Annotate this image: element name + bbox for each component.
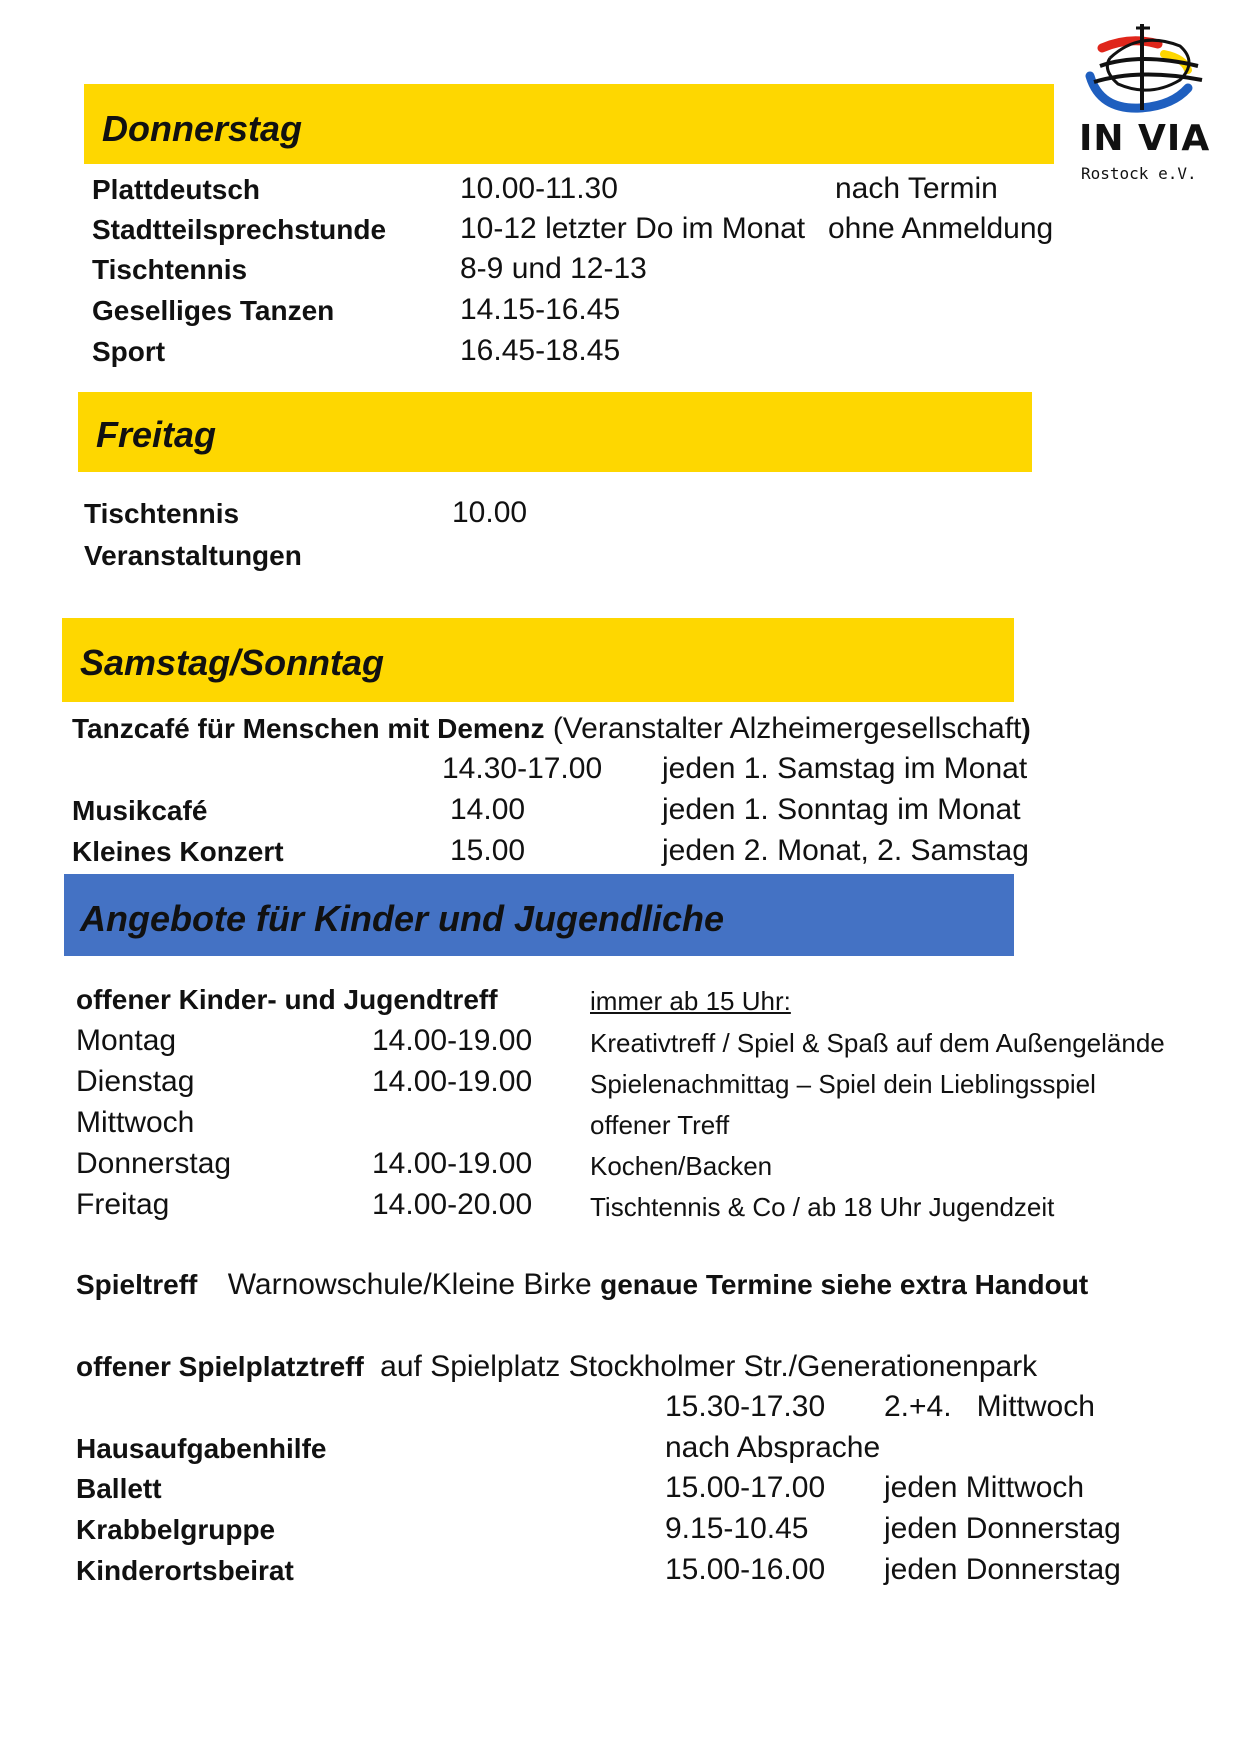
spieltreff-line [76, 1268, 1088, 1302]
row-name: Hausaufgabenhilfe [76, 1433, 327, 1464]
row-time: 8-9 und 12-13 [460, 252, 647, 285]
row-time: 14.00 [450, 793, 526, 826]
day-activity: Spielenachmittag – Spiel dein Lieblingsspiel [590, 1069, 1096, 1099]
row-time: 15.00-17.00 [665, 1471, 826, 1504]
row-name: Plattdeutsch [92, 174, 261, 205]
row-name: Sport [92, 336, 166, 367]
row-time: nach Absprache [665, 1431, 881, 1464]
row-name: Tischtennis [92, 254, 248, 285]
wochenende-title: Samstag/Sonntag [80, 642, 385, 683]
row-note: jeden Mittwoch [884, 1471, 1085, 1504]
row-name: Ballett [76, 1473, 162, 1504]
row-note: jeden Donnerstag [884, 1512, 1121, 1545]
row-name: Stadtteilsprechstunde [92, 214, 387, 245]
day-activity: Kreativtreff / Spiel & Spaß auf dem Außengelände [590, 1028, 1165, 1058]
row-note: ohne Anmeldung [828, 212, 1054, 245]
logo-subtitle: Rostock e.V. [1081, 164, 1197, 183]
row-time: 15.00-16.00 [665, 1553, 826, 1586]
day-time: 14.00-20.00 [372, 1188, 533, 1221]
spieltreff-note: genaue Termine siehe extra Handout [600, 1269, 1089, 1300]
tanzcafe-paren-close: ) [1021, 713, 1031, 744]
day-label: Mittwoch [76, 1106, 195, 1139]
day-label: Freitag [76, 1188, 170, 1221]
invia-logo [1075, 18, 1215, 188]
day-activity: Tischtennis & Co / ab 18 Uhr Jugendzeit [590, 1192, 1055, 1222]
treff-heading: offener Kinder- und Jugendtreff [76, 984, 498, 1015]
freitag-band [78, 392, 1032, 472]
row-time: 10.00 [452, 496, 528, 529]
tanzcafe-line [72, 712, 1031, 746]
tanzcafe-organizer: (Veranstalter Alzheimergesellschaft [544, 712, 1022, 745]
day-label: Dienstag [76, 1065, 195, 1098]
row-note: nach Termin [835, 172, 998, 205]
row-note: jeden Donnerstag [884, 1553, 1121, 1586]
row-time: 14.15-16.45 [460, 293, 621, 326]
day-label: Montag [76, 1024, 177, 1057]
day-label: Donnerstag [76, 1147, 232, 1180]
tanzcafe-label: Tanzcafé für Menschen mit Demenz [72, 713, 545, 744]
invia-emblem-icon [1080, 18, 1210, 113]
spielplatz-time: 15.30-17.30 [665, 1390, 826, 1423]
spielplatz-place: auf Spielplatz Stockholmer Str./Generationenpark [380, 1350, 1038, 1383]
row-name: Kinderortsbeirat [76, 1555, 294, 1586]
donnerstag-title: Donnerstag [102, 108, 303, 149]
spieltreff-place: Warnowschule/Kleine Birke [227, 1268, 592, 1301]
row-name: Veranstaltungen [84, 540, 302, 571]
tanzcafe-time: 14.30-17.00 [442, 752, 603, 785]
logo-name: IN VIA [1079, 118, 1211, 159]
day-activity: offener Treff [590, 1110, 730, 1140]
row-time: 16.45-18.45 [460, 334, 621, 367]
day-time: 14.00-19.00 [372, 1024, 533, 1057]
row-name: Tischtennis [84, 498, 240, 529]
row-time: 15.00 [450, 834, 526, 867]
row-name: Geselliges Tanzen [92, 295, 335, 326]
row-time: 9.15-10.45 [665, 1512, 809, 1545]
row-name: Krabbelgruppe [76, 1514, 276, 1545]
row-note: jeden 2. Monat, 2. Samstag [662, 834, 1029, 867]
freitag-title: Freitag [96, 414, 217, 455]
spieltreff-label: Spieltreff [76, 1269, 198, 1300]
spielplatz-line [76, 1350, 1037, 1384]
spielplatz-label: offener Spielplatztreff [76, 1351, 364, 1382]
row-time: 10.00-11.30 [460, 172, 618, 205]
row-name: Musikcafé [72, 795, 208, 826]
spielplatz-note: 2.+4. Mittwoch [884, 1390, 1095, 1423]
row-name: Kleines Konzert [72, 836, 284, 867]
row-note: jeden 1. Sonntag im Monat [662, 793, 1021, 826]
kinder-title: Angebote für Kinder und Jugendliche [80, 898, 725, 939]
day-time: 14.00-19.00 [372, 1065, 533, 1098]
row-time: 10-12 letzter Do im Monat [460, 212, 806, 245]
day-activity: Kochen/Backen [590, 1151, 773, 1181]
tanzcafe-note: jeden 1. Samstag im Monat [662, 752, 1028, 785]
treff-note: immer ab 15 Uhr: [590, 986, 791, 1016]
day-time: 14.00-19.00 [372, 1147, 533, 1180]
